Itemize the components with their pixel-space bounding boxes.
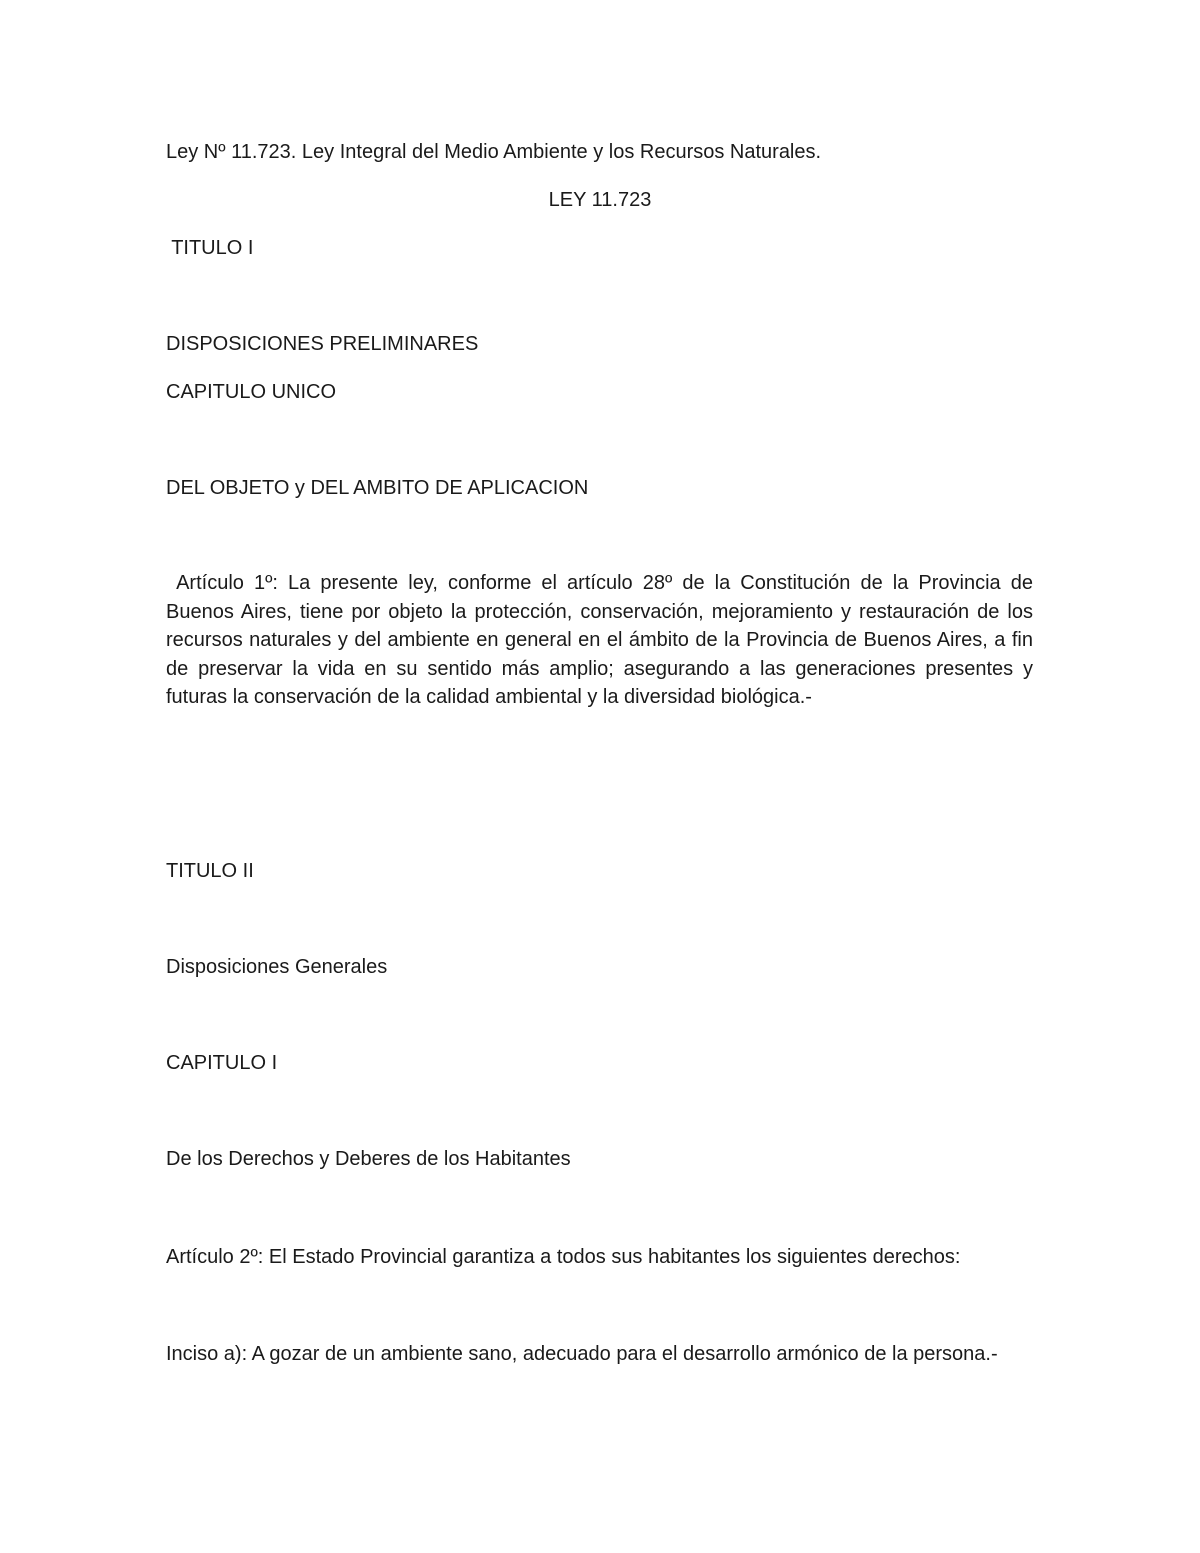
articulo-2-paragraph: Artículo 2º: El Estado Provincial garantiza a todos sus habitantes los siguientes derechos:: [166, 1246, 961, 1268]
document-title: Ley Nº 11.723. Ley Integral del Medio Ambiente y los Recursos Naturales.: [166, 141, 822, 163]
articulo-1-paragraph: Artículo 1º: La presente ley, conforme el artículo 28º de la Constitución de la Provincia de Buenos Aires, tiene por objeto la protección, conservación, mejoramiento y restauración de los recursos naturales y del ambiente en general en el ámbito de la Provincia de Buenos Aires, a fin de preservar la vida en su sentido más amplio; asegurando a las generaciones presentes y futuras la conservación de la calidad ambiental y la diversidad biológica.-: [166, 572, 1039, 708]
disposiciones-preliminares-heading: DISPOSICIONES PRELIMINARES: [166, 333, 479, 355]
law-number-heading: LEY 11.723: [548, 189, 652, 211]
disposiciones-generales-heading: Disposiciones Generales: [166, 956, 388, 978]
capitulo-unico-heading: CAPITULO UNICO: [166, 381, 337, 403]
derechos-deberes-heading: De los Derechos y Deberes de los Habitantes: [166, 1148, 571, 1170]
titulo-1-heading: TITULO I: [166, 237, 254, 259]
inciso-a-paragraph: Inciso a): A gozar de un ambiente sano, adecuado para el desarrollo armónico de la persona.-: [166, 1343, 998, 1365]
capitulo-1-heading: CAPITULO I: [166, 1052, 278, 1074]
objeto-ambito-heading: DEL OBJETO y DEL AMBITO DE APLICACION: [166, 477, 589, 499]
titulo-2-heading: TITULO II: [166, 860, 254, 882]
